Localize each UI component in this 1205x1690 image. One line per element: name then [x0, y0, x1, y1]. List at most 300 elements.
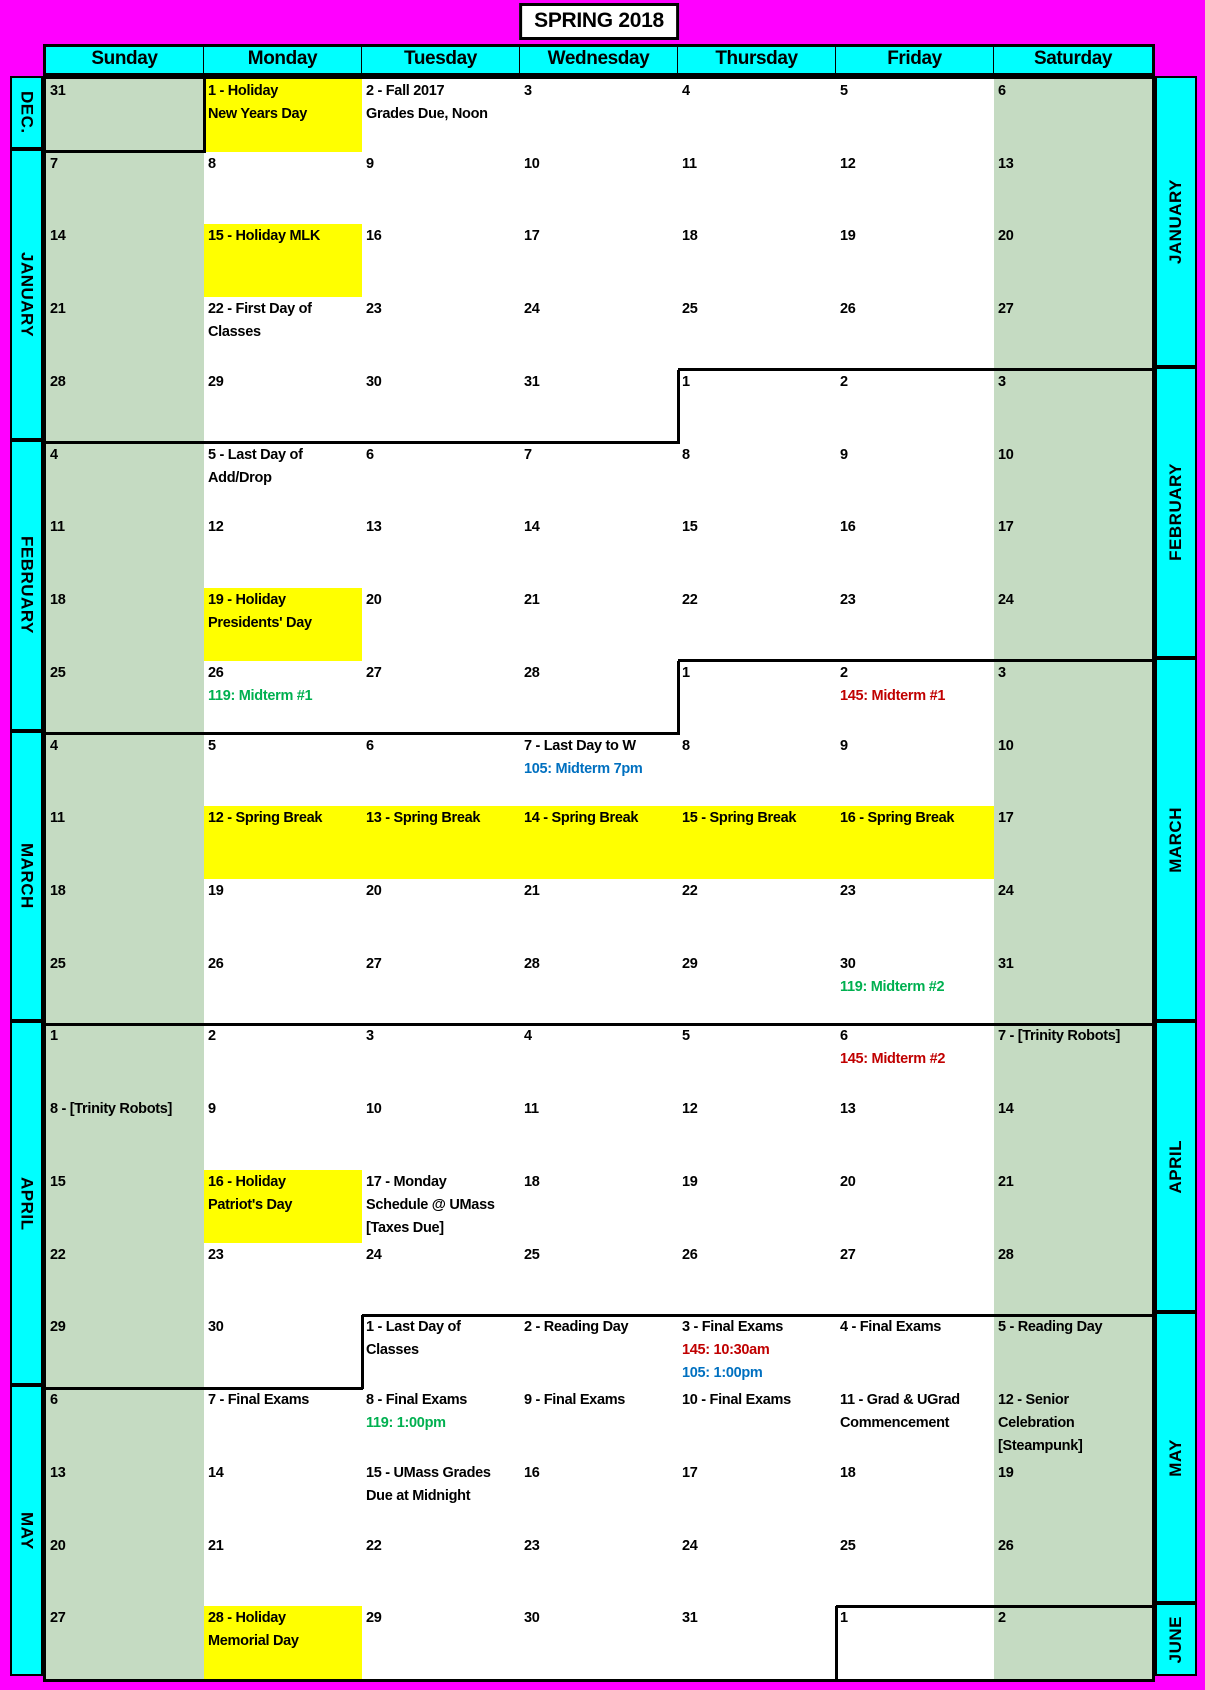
day-cell-line: Add/Drop [208, 469, 272, 486]
day-cell [362, 443, 521, 517]
month-label-right-may [1155, 1312, 1197, 1603]
day-cell [836, 879, 995, 953]
day-cell-line: 31 [998, 955, 1014, 972]
day-cell [520, 1097, 679, 1171]
day-cell-line: 6 [366, 446, 374, 463]
month-boundary-line [835, 1606, 838, 1680]
day-cell [836, 1606, 995, 1680]
day-cell [204, 1024, 363, 1098]
day-cell-line: 11 [50, 519, 65, 536]
day-cell [204, 1606, 363, 1680]
day-cell-line: 5 [840, 83, 848, 99]
day-cell [46, 443, 205, 517]
day-cell [520, 1461, 679, 1535]
day-cell-line: 3 [998, 373, 1006, 390]
day-cell [362, 734, 521, 808]
day-cell-line: 27 [840, 1246, 856, 1263]
day-cell-line: 22 [682, 883, 698, 899]
day-cell [994, 370, 1153, 444]
day-cell [204, 370, 363, 444]
day-cell [520, 952, 679, 1026]
month-boundary-line [677, 661, 680, 735]
day-cell [204, 1388, 363, 1462]
day-cell-line: 9 - Final Exams [524, 1392, 626, 1409]
day-cell [204, 661, 363, 735]
day-cell [678, 297, 837, 371]
day-cell [204, 588, 363, 662]
month-label-text: MAY [17, 1511, 37, 1550]
day-cell [520, 224, 679, 298]
month-boundary-line [520, 1023, 679, 1026]
day-cell-line: 10 [998, 446, 1014, 463]
month-boundary-line [362, 1023, 521, 1026]
day-cell-line: 15 - UMass Grades [366, 1464, 491, 1481]
day-cell [994, 443, 1153, 517]
day-cell-line: 27 [366, 955, 382, 972]
day-cell-line: 21 [524, 592, 540, 609]
day-cell-line: 20 [840, 1173, 856, 1190]
day-cell-line: 30 [524, 1610, 540, 1627]
day-cell-line: 22 - First Day of [208, 301, 312, 318]
month-boundary-line [836, 1023, 995, 1026]
month-label-left-may [10, 1385, 43, 1676]
day-cell-line: 31 [524, 373, 540, 390]
day-cell-line: 13 - Spring Break [366, 810, 481, 827]
day-cell-line: 2 [998, 1610, 1006, 1627]
day-cell [46, 224, 205, 298]
day-cell [204, 1315, 363, 1389]
day-cell-line: 28 - Holiday [208, 1610, 286, 1627]
day-cell-line: 2 [840, 373, 848, 390]
day-cell-line: New Years Day [208, 106, 308, 122]
day-cell [362, 661, 521, 735]
day-cell-line: 27 [998, 301, 1014, 318]
day-cell-line: 5 - Reading Day [998, 1319, 1103, 1336]
day-cell [46, 370, 205, 444]
day-cell-line: 22 [366, 1537, 382, 1554]
day-cell-line: 17 [682, 1464, 698, 1481]
day-cell-line: 14 - Spring Break [524, 810, 639, 827]
day-cell-line: 7 [50, 155, 58, 172]
day-cell-line: 14 [50, 228, 66, 245]
day-cell-line: 16 - Holiday [208, 1173, 286, 1190]
day-cell [46, 1461, 205, 1535]
month-boundary-line [204, 732, 363, 735]
day-cell-line: 3 - Final Exams [682, 1319, 784, 1336]
day-cell-line: 30 [840, 955, 856, 972]
day-cell-line: 9 [366, 155, 374, 172]
month-boundary-line [46, 150, 205, 153]
day-cell-line: 28 [50, 373, 66, 390]
calendar-title: SPRING 2018 [519, 3, 679, 40]
day-cell-line: Schedule @ UMass [366, 1196, 495, 1213]
day-cell-line: 17 [998, 810, 1014, 827]
day-cell [836, 1534, 995, 1608]
day-cell [994, 1243, 1153, 1317]
day-cell-line: Commencement [840, 1415, 950, 1432]
day-cell [678, 1388, 837, 1462]
day-cell [836, 806, 995, 880]
month-boundary-line [994, 1023, 1153, 1026]
day-cell-line: 7 - Last Day to W [524, 737, 636, 754]
day-cell-line: 5 [208, 737, 216, 754]
weekday-header-saturday: Saturday [994, 47, 1152, 73]
day-cell [678, 1024, 837, 1098]
day-cell-line: 26 [840, 301, 856, 318]
day-cell [994, 297, 1153, 371]
day-cell [678, 224, 837, 298]
month-boundary-line [520, 441, 679, 444]
day-cell [46, 1315, 205, 1389]
day-cell [520, 1170, 679, 1244]
day-cell-line: 21 [524, 883, 540, 899]
day-cell-line: 23 [524, 1537, 540, 1554]
day-cell-line: 10 - Final Exams [682, 1392, 791, 1409]
day-cell-line: 6 [998, 83, 1006, 99]
day-cell-line: 27 [50, 1610, 66, 1627]
day-cell-line: 8 - Final Exams [366, 1392, 468, 1409]
day-cell [46, 661, 205, 735]
day-cell-line: 7 - Final Exams [208, 1392, 310, 1409]
day-cell-line: 24 [682, 1537, 698, 1554]
day-cell-line: 4 [50, 446, 58, 463]
day-cell-line: 8 [682, 737, 690, 754]
day-cell [362, 1170, 521, 1244]
day-cell [362, 952, 521, 1026]
day-cell-line: 3 [998, 664, 1006, 681]
day-cell-line: 20 [366, 592, 382, 609]
day-cell-line: 25 [840, 1537, 856, 1554]
day-cell [678, 734, 837, 808]
day-cell [204, 806, 363, 880]
day-cell [836, 297, 995, 371]
day-cell-line: 145: Midterm #2 [840, 1051, 946, 1068]
day-cell-line: 29 [50, 1319, 66, 1336]
day-cell [204, 1461, 363, 1535]
day-cell-line: 8 - [Trinity Robots] [50, 1101, 173, 1118]
day-cell [204, 879, 363, 953]
month-label-text: JANUARY [17, 251, 37, 337]
day-cell-line: 11 [682, 155, 697, 172]
day-cell [520, 1606, 679, 1680]
day-cell [836, 1097, 995, 1171]
month-label-right-january [1155, 76, 1197, 367]
day-cell [678, 1461, 837, 1535]
month-label-text: JUNE [1166, 1615, 1185, 1664]
month-label-right-february [1155, 367, 1197, 658]
day-cell-line: 5 [682, 1028, 690, 1045]
day-cell-line: Classes [366, 1342, 419, 1359]
day-cell [994, 806, 1153, 880]
day-cell-line: 20 [366, 883, 382, 899]
month-label-text: DEC. [17, 91, 37, 134]
month-boundary-line [836, 659, 995, 662]
day-cell-line: 17 - Monday [366, 1173, 447, 1190]
day-cell [204, 152, 363, 226]
day-cell [204, 443, 363, 517]
month-label-left-march [10, 731, 43, 1022]
day-cell-line: 2 - Reading Day [524, 1319, 629, 1336]
day-cell-line: 9 [840, 737, 848, 754]
weekday-header-row [43, 44, 1155, 76]
month-boundary-line [46, 732, 205, 735]
day-cell-line: 24 [524, 301, 540, 318]
day-cell [836, 588, 995, 662]
day-cell-line: 2 [208, 1028, 216, 1045]
month-boundary-line [362, 732, 521, 735]
day-cell [836, 224, 995, 298]
day-cell [994, 79, 1153, 153]
day-cell [46, 1534, 205, 1608]
month-boundary-line [46, 1023, 205, 1026]
month-label-text: MARCH [17, 843, 37, 909]
day-cell [46, 588, 205, 662]
day-cell [46, 1388, 205, 1462]
day-cell-line: 26 [682, 1246, 698, 1263]
day-cell-line: 15 [50, 1173, 66, 1190]
weekday-header-sunday: Sunday [46, 47, 204, 73]
day-cell-line: 13 [998, 155, 1014, 172]
day-cell [520, 370, 679, 444]
day-cell [836, 79, 995, 153]
day-cell [994, 515, 1153, 589]
month-label-text: FEBRUARY [1166, 463, 1185, 562]
day-cell-line: 19 [998, 1464, 1014, 1481]
day-cell [204, 297, 363, 371]
day-cell [204, 1097, 363, 1171]
day-cell [836, 1461, 995, 1535]
month-boundary-line [46, 1387, 205, 1390]
day-cell [678, 370, 837, 444]
month-label-text: APRIL [1166, 1140, 1185, 1194]
day-cell-line: 16 [840, 519, 856, 536]
day-cell [994, 1388, 1153, 1462]
calendar-grid [43, 76, 1155, 1682]
day-cell [520, 443, 679, 517]
day-cell-line: Presidents' Day [208, 615, 312, 632]
day-cell-line: 21 [50, 301, 66, 318]
day-cell-line: 15 - Holiday MLK [208, 228, 321, 245]
month-label-text: FEBRUARY [17, 536, 37, 634]
day-cell-line: 19 [682, 1173, 698, 1190]
day-cell-line: 14 [998, 1101, 1014, 1118]
month-label-left-april [10, 1021, 43, 1385]
day-cell [836, 952, 995, 1026]
day-cell-line: 145: Midterm #1 [840, 687, 946, 704]
day-cell-line: 26 [208, 664, 224, 681]
day-cell [678, 443, 837, 517]
day-cell-line: 105: Midterm 7pm [524, 760, 643, 777]
weekday-header-friday: Friday [836, 47, 994, 73]
day-cell-line: 21 [208, 1537, 224, 1554]
day-cell-line: 1 - Holiday [208, 83, 279, 99]
day-cell-line: 4 - Final Exams [840, 1319, 942, 1336]
day-cell [520, 588, 679, 662]
weekday-header-monday: Monday [204, 47, 362, 73]
day-cell-line: 119: Midterm #2 [840, 978, 945, 995]
day-cell-line: 13 [366, 519, 382, 536]
day-cell-line: 31 [682, 1610, 698, 1627]
day-cell-line: 20 [50, 1537, 66, 1554]
day-cell-line: 17 [524, 228, 540, 245]
day-cell [362, 588, 521, 662]
month-boundary-line [361, 1315, 364, 1389]
day-cell-line: 3 [524, 83, 532, 99]
month-label-text: MARCH [1166, 806, 1185, 873]
day-cell [994, 661, 1153, 735]
month-boundary-line [203, 79, 206, 153]
day-cell-line: 2 [840, 664, 848, 681]
month-label-left-dec [10, 76, 43, 149]
day-cell-line: Grades Due, Noon [366, 106, 488, 122]
month-label-text: APRIL [17, 1176, 37, 1231]
day-cell [678, 1170, 837, 1244]
day-cell [46, 297, 205, 371]
day-cell-line: 16 [366, 228, 382, 245]
day-cell-line: 19 [840, 228, 856, 245]
day-cell-line: 29 [366, 1610, 382, 1627]
month-boundary-line [836, 368, 995, 371]
day-cell [994, 1170, 1153, 1244]
month-boundary-line [678, 659, 837, 662]
day-cell [836, 1315, 995, 1389]
day-cell [362, 152, 521, 226]
month-label-right-june [1155, 1603, 1197, 1676]
month-boundary-line [994, 1314, 1153, 1317]
day-cell [678, 1534, 837, 1608]
day-cell [362, 1024, 521, 1098]
day-cell [836, 661, 995, 735]
day-cell [994, 952, 1153, 1026]
weekday-header-wednesday: Wednesday [520, 47, 678, 73]
day-cell-line: 105: 1:00pm [682, 1365, 763, 1382]
day-cell-line: 29 [682, 955, 698, 972]
day-cell [836, 1024, 995, 1098]
month-label-left-january [10, 149, 43, 440]
day-cell-line: 119: 1:00pm [366, 1415, 446, 1432]
day-cell-line: 13 [50, 1464, 66, 1481]
day-cell-line: 8 [208, 155, 216, 172]
day-cell-line: 145: 10:30am [682, 1342, 770, 1359]
day-cell [362, 224, 521, 298]
weekday-header-tuesday: Tuesday [362, 47, 520, 73]
day-cell-line: 12 [682, 1101, 698, 1118]
day-cell [362, 1315, 521, 1389]
day-cell-line: 23 [840, 592, 856, 609]
day-cell [46, 152, 205, 226]
day-cell [46, 1243, 205, 1317]
day-cell [836, 1388, 995, 1462]
day-cell-line: 18 [524, 1173, 540, 1190]
day-cell [678, 952, 837, 1026]
weekday-header-thursday: Thursday [678, 47, 836, 73]
day-cell [836, 443, 995, 517]
day-cell-line: 13 [840, 1101, 856, 1118]
month-boundary-line [362, 441, 521, 444]
day-cell [520, 152, 679, 226]
day-cell [204, 1534, 363, 1608]
day-cell-line: 18 [840, 1464, 856, 1481]
day-cell-line: 24 [366, 1246, 382, 1263]
day-cell [520, 297, 679, 371]
calendar [10, 44, 1197, 1682]
day-cell-line: [Taxes Due] [366, 1219, 444, 1236]
day-cell-line: 6 [366, 737, 374, 754]
day-cell-line: Classes [208, 324, 261, 341]
day-cell [204, 734, 363, 808]
day-cell-line: 25 [50, 955, 66, 972]
day-cell-line: 22 [682, 592, 698, 609]
day-cell [836, 152, 995, 226]
day-cell-line: 25 [524, 1246, 540, 1263]
day-cell-line: 25 [682, 301, 698, 318]
month-label-text: JANUARY [1166, 178, 1185, 264]
day-cell-line: 4 [682, 83, 690, 99]
day-cell-line: 29 [208, 373, 224, 390]
day-cell [520, 1024, 679, 1098]
day-cell [678, 1606, 837, 1680]
day-cell [204, 515, 363, 589]
day-cell [204, 79, 363, 153]
month-boundary-line [678, 1314, 837, 1317]
day-cell [362, 1606, 521, 1680]
day-cell-line: 119: Midterm #1 [208, 687, 313, 704]
day-cell [994, 1461, 1153, 1535]
day-cell-line: 11 [50, 810, 65, 827]
day-cell [994, 1097, 1153, 1171]
day-cell-line: 4 [50, 737, 58, 754]
day-cell [362, 1534, 521, 1608]
day-cell-line: 31 [50, 83, 66, 99]
day-cell [362, 1097, 521, 1171]
day-cell-line: 4 [524, 1028, 532, 1045]
day-cell [994, 1606, 1153, 1680]
month-label-left-february [10, 440, 43, 731]
month-boundary-line [520, 732, 679, 735]
day-cell-line: 23 [840, 883, 856, 899]
day-cell [362, 79, 521, 153]
day-cell-line: 18 [50, 883, 66, 899]
day-cell [520, 806, 679, 880]
day-cell [836, 1243, 995, 1317]
day-cell [836, 370, 995, 444]
day-cell-line: 24 [998, 883, 1014, 899]
day-cell-line: 19 - Holiday [208, 592, 286, 609]
day-cell-line: 30 [366, 373, 382, 390]
day-cell-line: 8 [682, 446, 690, 463]
month-boundary-line [677, 370, 680, 444]
day-cell-line: 11 - Grad & UGrad [840, 1392, 960, 1409]
day-cell [994, 1534, 1153, 1608]
day-cell-line: 19 [208, 883, 224, 899]
day-cell [994, 224, 1153, 298]
day-cell-line: 11 [524, 1101, 539, 1118]
day-cell [520, 1534, 679, 1608]
day-cell-line: 1 [50, 1028, 58, 1045]
day-cell-line: 12 [208, 519, 224, 536]
day-cell-line: 1 [682, 664, 690, 681]
day-cell-line: 30 [208, 1319, 224, 1336]
day-cell [520, 879, 679, 953]
day-cell [678, 79, 837, 153]
day-cell [46, 806, 205, 880]
day-cell-line: [Steampunk] [998, 1438, 1083, 1455]
day-cell [520, 515, 679, 589]
day-cell [362, 297, 521, 371]
month-boundary-line [362, 1314, 521, 1317]
day-cell [994, 879, 1153, 953]
day-cell [836, 515, 995, 589]
